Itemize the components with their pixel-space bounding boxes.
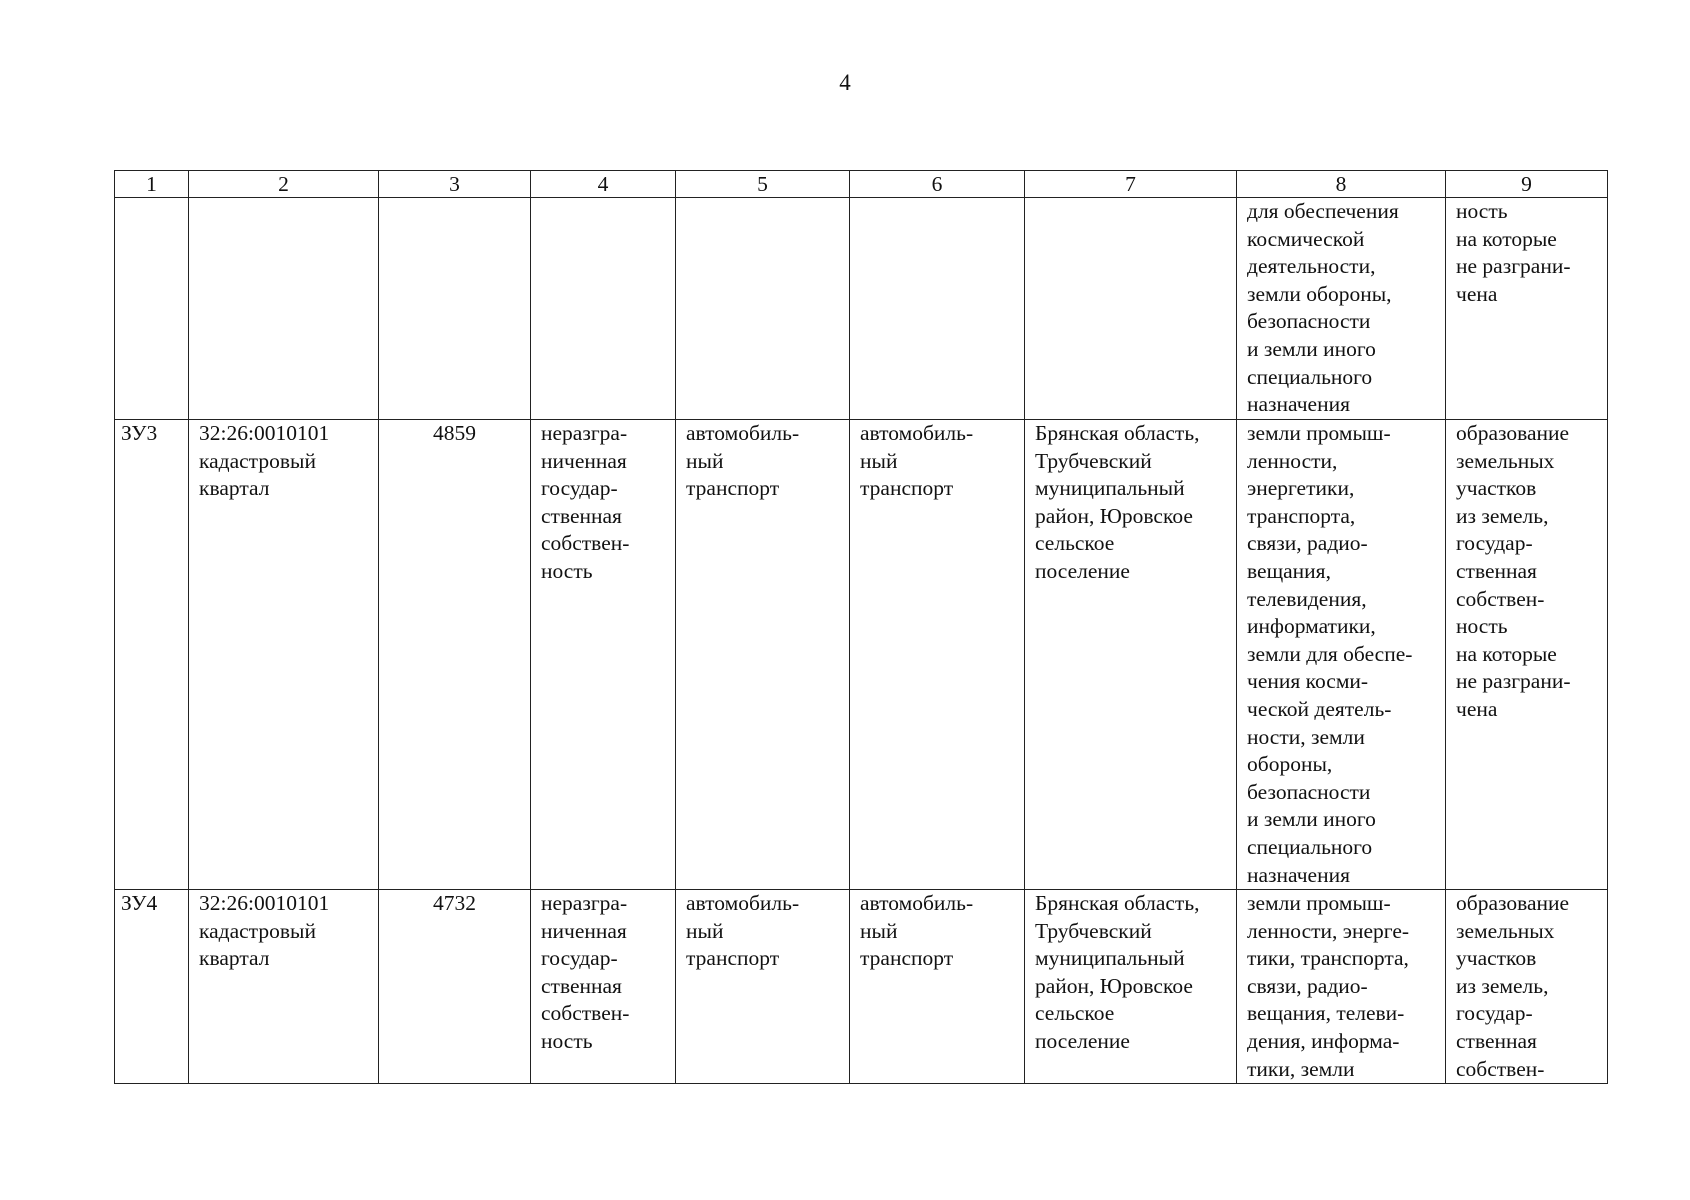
- header-col-7: 7: [1025, 171, 1237, 198]
- table-row: [115, 890, 1608, 1084]
- cell-formation-method: ность на которые не разграни- чена: [1446, 198, 1608, 420]
- cell-use-planned: автомобиль- ный транспорт: [850, 890, 1025, 1084]
- cell-location: Брянская область, Трубчевский муниципальный район, Юровское сельское поселение: [1025, 890, 1237, 1084]
- header-col-3: 3: [379, 171, 531, 198]
- cell-cadastral: [189, 198, 379, 420]
- cell-cadastral: 32:26:0010101 кадастровый квартал: [189, 420, 379, 890]
- table-row: [115, 420, 1608, 890]
- land-plots-table: [114, 170, 1608, 1084]
- header-col-5: 5: [676, 171, 850, 198]
- cell-ownership: неразгра- ниченная государ- ственная собствен- ность: [531, 420, 676, 890]
- header-col-1: 1: [115, 171, 189, 198]
- cell-use-planned: [850, 198, 1025, 420]
- cell-use-current: [676, 198, 850, 420]
- header-col-8: 8: [1237, 171, 1446, 198]
- header-col-9: 9: [1446, 171, 1608, 198]
- cell-location: Брянская область, Трубчевский муниципальный район, Юровское сельское поселение: [1025, 420, 1237, 890]
- cell-location: [1025, 198, 1237, 420]
- header-col-2: 2: [189, 171, 379, 198]
- cell-area: 4732: [379, 890, 531, 1084]
- cell-use-current: автомобиль- ный транспорт: [676, 890, 850, 1084]
- cell-plot-id: ЗУ3: [115, 420, 189, 890]
- cell-ownership: [531, 198, 676, 420]
- cell-land-category: земли промыш- ленности, энергетики, транспорта, связи, радио- вещания, телевидения, информатики, земли для обеспе- чения косми- ческой деятель- ности, земли обороны, безопасности и земли иного специального назначения: [1237, 420, 1446, 890]
- cell-formation-method: образование земельных участков из земель, государ- ственная собствен- ность на которые не разграни- чена: [1446, 420, 1608, 890]
- header-row: [115, 171, 1608, 198]
- cell-area: 4859: [379, 420, 531, 890]
- cell-area: [379, 198, 531, 420]
- cell-plot-id: ЗУ4: [115, 890, 189, 1084]
- cell-use-planned: автомобиль- ный транспорт: [850, 420, 1025, 890]
- header-col-6: 6: [850, 171, 1025, 198]
- cell-land-category: для обеспечения космической деятельности, земли обороны, безопасности и земли иного специального назначения: [1237, 198, 1446, 420]
- cell-formation-method: образование земельных участков из земель, государ- ственная собствен-: [1446, 890, 1608, 1084]
- cell-plot-id: [115, 198, 189, 420]
- cell-use-current: автомобиль- ный транспорт: [676, 420, 850, 890]
- header-col-4: 4: [531, 171, 676, 198]
- table-row-continued: [115, 198, 1608, 420]
- page-number: 4: [839, 70, 851, 95]
- cell-cadastral: 32:26:0010101 кадастровый квартал: [189, 890, 379, 1084]
- cell-ownership: неразгра- ниченная государ- ственная собствен- ность: [531, 890, 676, 1084]
- cell-land-category: земли промыш- ленности, энерге- тики, транспорта, связи, радио- вещания, телеви- дения, информа- тики, земли: [1237, 890, 1446, 1084]
